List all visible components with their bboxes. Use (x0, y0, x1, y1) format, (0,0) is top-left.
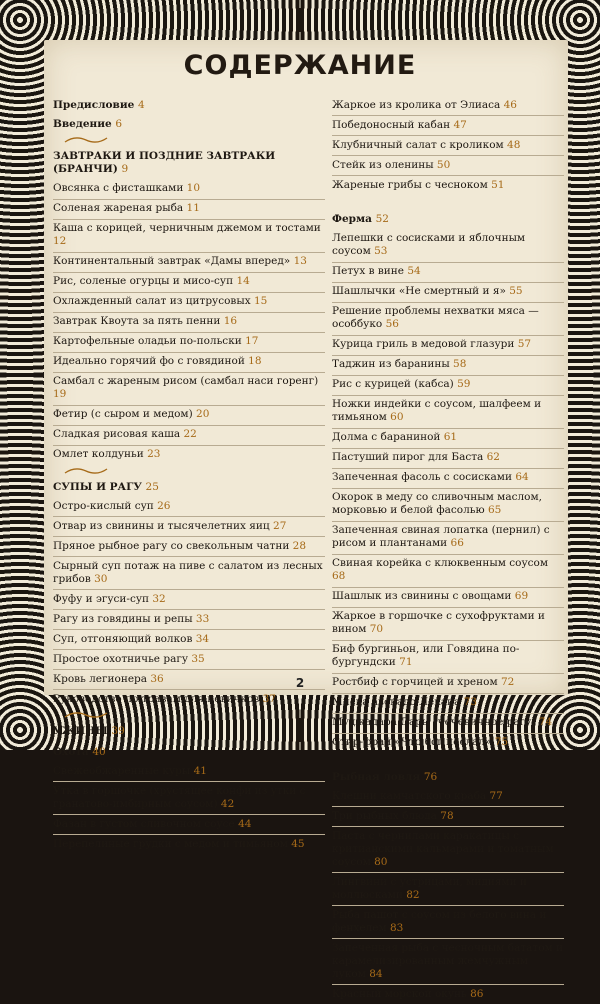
toc-entry-title: Шашлычки «Не смертный и я» (332, 285, 510, 297)
toc-entry-title: Клешни камчатского краба (332, 789, 490, 802)
toc-entry-page: 30 (94, 572, 108, 585)
toc-entry-title: Рис, соленые огурцы и мисо-суп (53, 275, 237, 287)
section-heading-breakfast (53, 146, 325, 180)
toc-entry-title: Самбал с жареным рисом (самбал наси горенг) (53, 375, 319, 387)
toc-entry (332, 588, 564, 608)
toc-entry (332, 116, 564, 136)
toc-entry (332, 827, 564, 873)
flourish-divider-icon (53, 709, 325, 721)
toc-entry-title: Завтрак Квоута за пять пенни (53, 315, 224, 327)
toc-entry-title: Лепешки с сосисками и яблочным соусом (332, 232, 526, 257)
toc-entry-title: Три рыбных блюда (332, 809, 441, 822)
toc-entry (53, 610, 325, 630)
toc-entry-title: Стир-фрай «Что бог послал» (332, 736, 495, 748)
toc-entry-page: 62 (486, 451, 500, 463)
toc-entry (332, 641, 564, 674)
toc-entry-title: Жаркое из кролика от Элиаса (332, 98, 504, 111)
toc-entry-page: 74 (538, 716, 553, 728)
toc-entry-page: 46 (503, 98, 517, 111)
toc-entry-page: 61 (443, 431, 458, 443)
toc-entry (332, 136, 564, 156)
right-column (332, 96, 564, 1004)
toc-intro-entry (53, 115, 325, 134)
flourish-divider-icon (53, 465, 325, 477)
toc-entry-title: Сладкая рисовая каша (53, 428, 184, 440)
toc-entry (53, 273, 325, 293)
subsection-heading-fishing (332, 767, 564, 788)
toc-entry-page: 39 (111, 725, 125, 737)
toc-entry-title: Утка в горшочке (хрустящее конфи из утки с гранатово-имбирным соусом) (53, 784, 306, 810)
toc-entry-title: ЗАВТРАКИ И ПОЗДНИЕ ЗАВТРАКИ (БРАНЧИ) (53, 150, 276, 175)
toc-entry-page: 84 (369, 967, 383, 980)
toc-entry-title: Ножки индейки с соусом, шалфеем и тимьяном (332, 398, 542, 423)
toc-entry (332, 283, 564, 303)
toc-entry-page: 57 (517, 338, 532, 350)
toc-entry-title: Рис с курицей (кабса) (332, 378, 458, 390)
toc-entry (332, 376, 564, 396)
toc-entry-page: 10 (186, 182, 201, 194)
toc-entry (53, 446, 325, 465)
toc-entry-page: 18 (248, 355, 262, 367)
toc-entry-page: 4 (137, 98, 145, 111)
toc-entry (53, 200, 325, 220)
toc-entry-page: 70 (369, 623, 384, 635)
toc-entry (332, 263, 564, 283)
toc-entry-title: Таджин из баранины (332, 358, 454, 370)
toc-entry-page: 71 (399, 656, 413, 668)
toc-entry-title: СУПЫ И РАГУ (53, 480, 146, 493)
toc-entry (332, 230, 564, 263)
toc-entry (332, 336, 564, 356)
toc-entry-title: Отвар из свинины и тысячелетних яиц (53, 519, 274, 532)
toc-entry-title: Решение проблемы нехватки мяса — особбуко (332, 305, 539, 330)
toc-entry-page: 26 (157, 499, 171, 512)
toc-entry-title: Лингвини с устрицами, мидиями и моллюсками (332, 875, 527, 901)
toc-entry-page: 40 (92, 745, 106, 758)
toc-entry-title: Жаркое в горшочке с сухофруктами и вином (332, 610, 545, 635)
toc-entry (53, 815, 325, 835)
subsection-heading-farm (332, 209, 564, 230)
toc-entry-title: Фетир (с сыром и медом) (53, 408, 197, 420)
toc-entry-title: Фазан в густом сливочном соусе (53, 817, 239, 830)
toc-entry-title: Рыбная ловля (332, 770, 424, 783)
toc-entry-page: 34 (195, 632, 210, 645)
toc-entry (53, 690, 325, 709)
section-heading-soups (53, 477, 325, 498)
toc-entry-title: Омлет колдуньи (53, 448, 148, 460)
toc-entry-title: Ферма (332, 213, 376, 225)
toc-entry-title: Охлажденный салат из цитрусовых (53, 295, 254, 307)
toc-entry (53, 517, 325, 537)
toc-entry-title: Сырный суп потаж на пиве с салатом из лесных грибов (53, 559, 323, 585)
toc-entry-page: 75 (494, 736, 509, 748)
toc-entry-title: Соленая жареная рыба (53, 202, 187, 214)
toc-entry-page: 80 (374, 855, 388, 868)
toc-intro-entry (53, 96, 325, 115)
toc-entry (332, 555, 564, 588)
toc-entry-title: Красный морской окунь (332, 987, 471, 1000)
toc-entry-title: Руководство по травам для новичков (53, 692, 263, 705)
toc-entry (53, 353, 325, 373)
toc-entry-page: 41 (193, 764, 207, 777)
toc-entry (332, 906, 564, 939)
toc-entry (53, 782, 325, 815)
toc-entry (53, 590, 325, 610)
toc-entry-page: 73 (463, 696, 477, 708)
toc-entry (53, 253, 325, 273)
toc-entry-page: 78 (440, 809, 454, 822)
flourish-divider-icon (53, 134, 325, 146)
toc-entry (332, 303, 564, 336)
toc-entry-page: 86 (470, 987, 484, 1000)
toc-entry (53, 313, 325, 333)
toc-entry (53, 220, 325, 253)
toc-entry (332, 469, 564, 489)
toc-entry-title: УЖИНЫ (53, 725, 112, 737)
toc-entry-title: Паста с чернилами каракатицы с критианскими кальмарами и томатным соусом (332, 829, 554, 868)
toc-entry-page: 23 (147, 448, 161, 460)
toc-entry-page: 54 (407, 265, 421, 277)
toc-entry-title: Запеченная фасоль с сосисками (332, 471, 516, 483)
toc-entry-title: Каша с корицей, черничным джемом и тостами (53, 222, 321, 234)
toc-entry (332, 156, 564, 176)
toc-entry-title: Победоносный кабан (332, 118, 454, 131)
toc-entry (332, 356, 564, 376)
toc-entry-title: Предисловие (53, 98, 138, 111)
toc-entry-title: Остро-кислый суп (53, 499, 158, 512)
toc-entry-page: 51 (491, 178, 505, 191)
toc-entry-title: Биф бургиньон, или Говядина по-бургундски (332, 643, 520, 668)
toc-entry-page: 15 (253, 295, 268, 307)
toc-entry-title: Введение (53, 117, 116, 130)
toc-entry-title: Стейк из оленины (332, 158, 437, 171)
toc-entry-page: 68 (332, 570, 346, 582)
subsection-heading-hunt (53, 742, 325, 763)
toc-entry (53, 426, 325, 446)
toc-entry (332, 873, 564, 906)
toc-entry-page: 60 (390, 411, 404, 423)
toc-entry-page: 32 (152, 592, 166, 605)
toc-entry-title: Рагу из говядины и репы (53, 612, 196, 625)
toc-entry-page: 28 (292, 539, 307, 552)
toc-entry-title: Перепелиные грудки с медом и тимьяном (53, 837, 292, 850)
toc-entry (332, 608, 564, 641)
toc-entry-title: Пряное рыбное рагу со свекольным чатни (53, 539, 293, 552)
toc-entry (53, 406, 325, 426)
page-number: 2 (295, 676, 305, 690)
left-column (53, 96, 325, 854)
toc-entry-title: Запеченная рыба с чесночным бататом и карамелизированным жемчужным луком (332, 941, 564, 980)
toc-entry-page: 20 (196, 408, 210, 420)
toc-entry-page: 12 (53, 235, 67, 247)
toc-entry-title: Запеченная свиная лопатка (пернил) с рисом и плантанами (332, 524, 550, 549)
toc-entry-page: 13 (293, 255, 307, 267)
toc-entry (53, 180, 325, 200)
toc-entry-page: 69 (514, 590, 529, 602)
toc-entry (332, 522, 564, 555)
toc-entry-page: 25 (145, 480, 159, 493)
toc-entry-page: 53 (374, 245, 388, 257)
toc-entry-title: Свежеобжаренные куры (53, 764, 194, 777)
toc-entry-title: Фуфу и эгуси-суп (53, 592, 153, 605)
toc-entry-page: 58 (453, 358, 467, 370)
toc-entry-page: 33 (195, 612, 210, 625)
toc-entry-page: 64 (515, 471, 529, 483)
toc-entry-page: 82 (406, 888, 420, 901)
toc-entry (53, 537, 325, 557)
toc-entry-title: Континентальный завтрак «Дамы вперед» (53, 255, 294, 267)
toc-entry (53, 333, 325, 353)
toc-entry (53, 630, 325, 650)
toc-entry-title: Петух в вине (332, 265, 408, 277)
toc-entry-page: 72 (500, 676, 515, 688)
toc-entry-page: 50 (436, 158, 451, 171)
toc-entry-page: 22 (183, 428, 197, 440)
toc-entry-page: 11 (186, 202, 200, 214)
toc-entry-page: 19 (53, 388, 67, 400)
toc-entry (332, 96, 564, 116)
toc-entry-page: 59 (457, 378, 471, 390)
toc-entry-title: Овсянка с фисташками (53, 182, 187, 194)
toc-entry-page: 77 (489, 789, 503, 802)
toc-entry-page: 44 (238, 817, 252, 830)
toc-entry (53, 762, 325, 782)
toc-entry (53, 650, 325, 670)
toc-entry-title: Жареные грибы с чесноком (332, 178, 492, 191)
toc-entry-page: 16 (223, 315, 238, 327)
toc-entry (332, 807, 564, 827)
toc-entry (332, 985, 564, 1004)
page-title: СОДЕРЖАНИЕ (183, 50, 417, 81)
toc-entry-title: Шашлык из свинины с овощами (332, 590, 515, 602)
toc-entry-page: 48 (507, 138, 521, 151)
toc-entry (332, 176, 564, 195)
toc-entry-page: 37 (262, 692, 276, 705)
toc-entry (53, 557, 325, 590)
toc-entry-title: Картофельные оладьи по-польски (53, 335, 246, 347)
toc-entry-page: 52 (375, 213, 389, 225)
toc-entry-title: Охота (53, 745, 93, 758)
toc-entry-page: 55 (509, 285, 523, 297)
section-heading-dinners (53, 721, 325, 742)
toc-entry-title: Клубничный салат с кроликом (332, 138, 508, 151)
toc-entry (332, 694, 564, 714)
toc-entry-page: 76 (423, 770, 438, 783)
toc-entry (53, 293, 325, 313)
toc-entry-page: 83 (389, 921, 404, 934)
toc-entry-title: Окорок в меду со сливочным маслом, морковью и белой фасолью (332, 491, 542, 516)
toc-entry-page: 6 (115, 117, 123, 130)
toc-entry (332, 396, 564, 429)
toc-entry-title: Долма с бараниной (332, 431, 444, 443)
toc-entry (332, 489, 564, 522)
toc-entry-page: 56 (385, 318, 399, 330)
toc-entry-title: Курица гриль в медовой глазури (332, 338, 518, 350)
toc-entry-page: 35 (191, 652, 205, 665)
toc-entry-title: Ростбиф с горчицей и хреном (332, 676, 501, 688)
toc-entry-page: 45 (291, 837, 305, 850)
toc-entry (332, 787, 564, 807)
toc-entry-title: Рыба пашот с соусом из белого вина и фенхелем (332, 908, 547, 934)
toc-entry-page: 65 (487, 504, 502, 516)
toc-entry (53, 835, 325, 854)
toc-entry-title: Кровь легионера (53, 672, 151, 685)
toc-entry-page: 66 (450, 537, 464, 549)
toc-entry (53, 497, 325, 517)
toc-entry (332, 939, 564, 985)
toc-entry-title: Простое охотничье рагу (53, 652, 192, 665)
toc-entry-page: 14 (236, 275, 250, 287)
toc-entry (53, 373, 325, 406)
toc-entry-title: Миска авокадо Лекана (332, 696, 464, 708)
toc-entry-title: Муджадара Дары (чечевичное рагу) (332, 716, 539, 728)
toc-entry (332, 714, 564, 734)
toc-entry (332, 449, 564, 469)
toc-entry-page: 42 (220, 797, 235, 810)
toc-entry-page: 36 (150, 672, 164, 685)
toc-entry (332, 429, 564, 449)
toc-entry-title: Пастуший пирог для Баста (332, 451, 487, 463)
toc-entry-page: 47 (453, 118, 467, 131)
toc-entry-page: 17 (245, 335, 259, 347)
toc-entry-title: Свиная корейка с клюквенным соусом (332, 557, 549, 569)
toc-entry-title: Идеально горячий фо с говядиной (53, 355, 249, 367)
toc-entry-title: Суп, отгоняющий волков (53, 632, 196, 645)
toc-entry-page: 27 (273, 519, 287, 532)
toc-entry-page: 9 (121, 163, 129, 175)
